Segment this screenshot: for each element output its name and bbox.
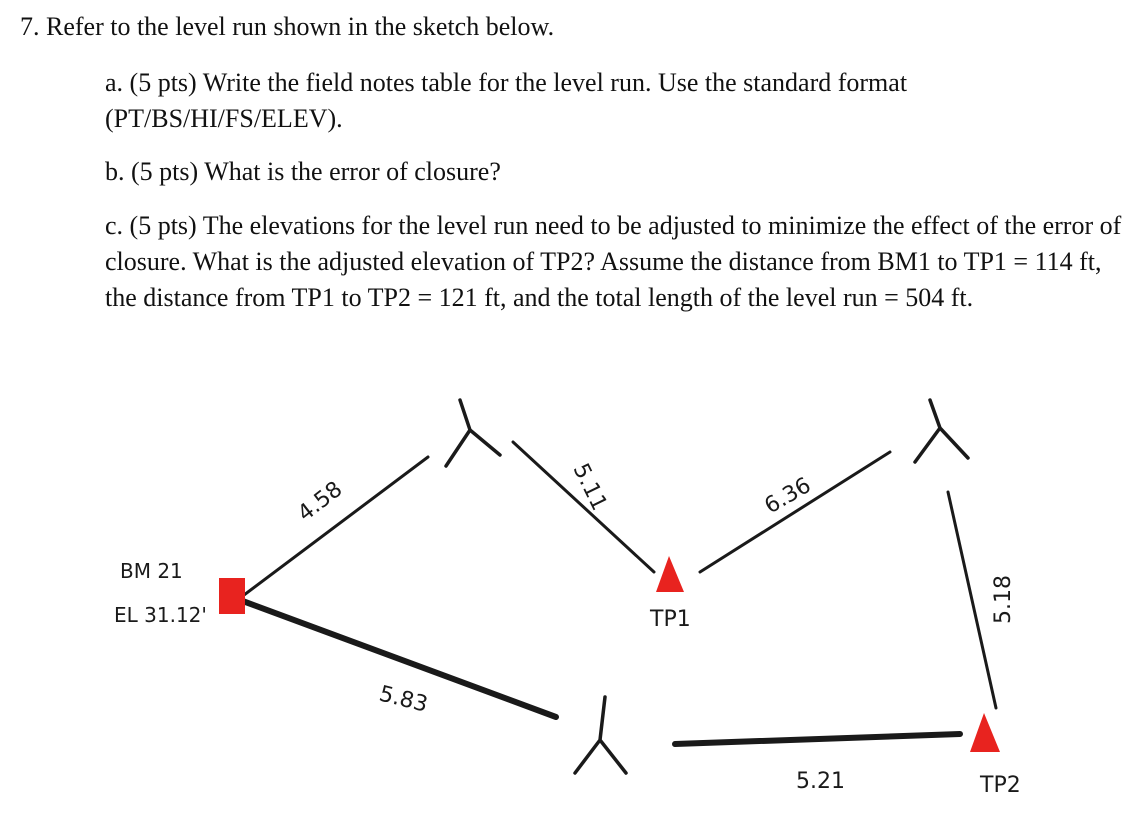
sight-line-tp1-to-setup2 [700,452,890,572]
sight-line-bm-to-setup1 [240,457,428,598]
part-a-text: a. (5 pts) Write the field notes table for the level run. Use the standard format (PT/BS/HI/FS/ELEV). [105,68,908,133]
tripod-setup-3-icon [575,697,626,773]
reading-5-83: 5.83 [376,681,431,718]
reading-5-11: 5.11 [567,459,612,515]
level-run-sketch [0,360,1146,830]
tp2-label: TP2 [980,773,1021,798]
tripod-setup-2-icon [915,400,968,462]
tp2-marker-icon [970,713,1000,752]
part-c-text: c. (5 pts) The elevations for the level run need to be adjusted to minimize the effect of the error of closure. What is the adjusted elevation of TP2? Assume the distance from BM1 to TP1 = 114 ft, the distance from TP1 to TP2 = 121 ft, and the total length of the level run = 504 ft. [105,211,1122,312]
tripod-setup-1-icon [446,400,500,466]
sight-line-tp2-to-setup3 [675,734,960,744]
reading-5-21: 5.21 [796,769,845,794]
question-title: 7. Refer to the level run shown in the sketch below. [20,12,555,41]
benchmark-label: BM 21 [120,559,183,583]
reading-4-58: 4.58 [293,476,348,527]
benchmark-elevation: EL 31.12' [114,603,207,627]
reading-6-36: 6.36 [760,473,816,520]
sight-line-setup1-to-tp1 [513,442,654,572]
sight-line-setup2-to-tp2 [948,492,996,708]
part-b-text: b. (5 pts) What is the error of closure? [105,157,501,186]
tp1-label: TP1 [650,607,691,632]
tp1-marker-icon [656,556,684,592]
reading-5-18: 5.18 [991,575,1016,624]
benchmark-marker-icon [219,578,245,614]
